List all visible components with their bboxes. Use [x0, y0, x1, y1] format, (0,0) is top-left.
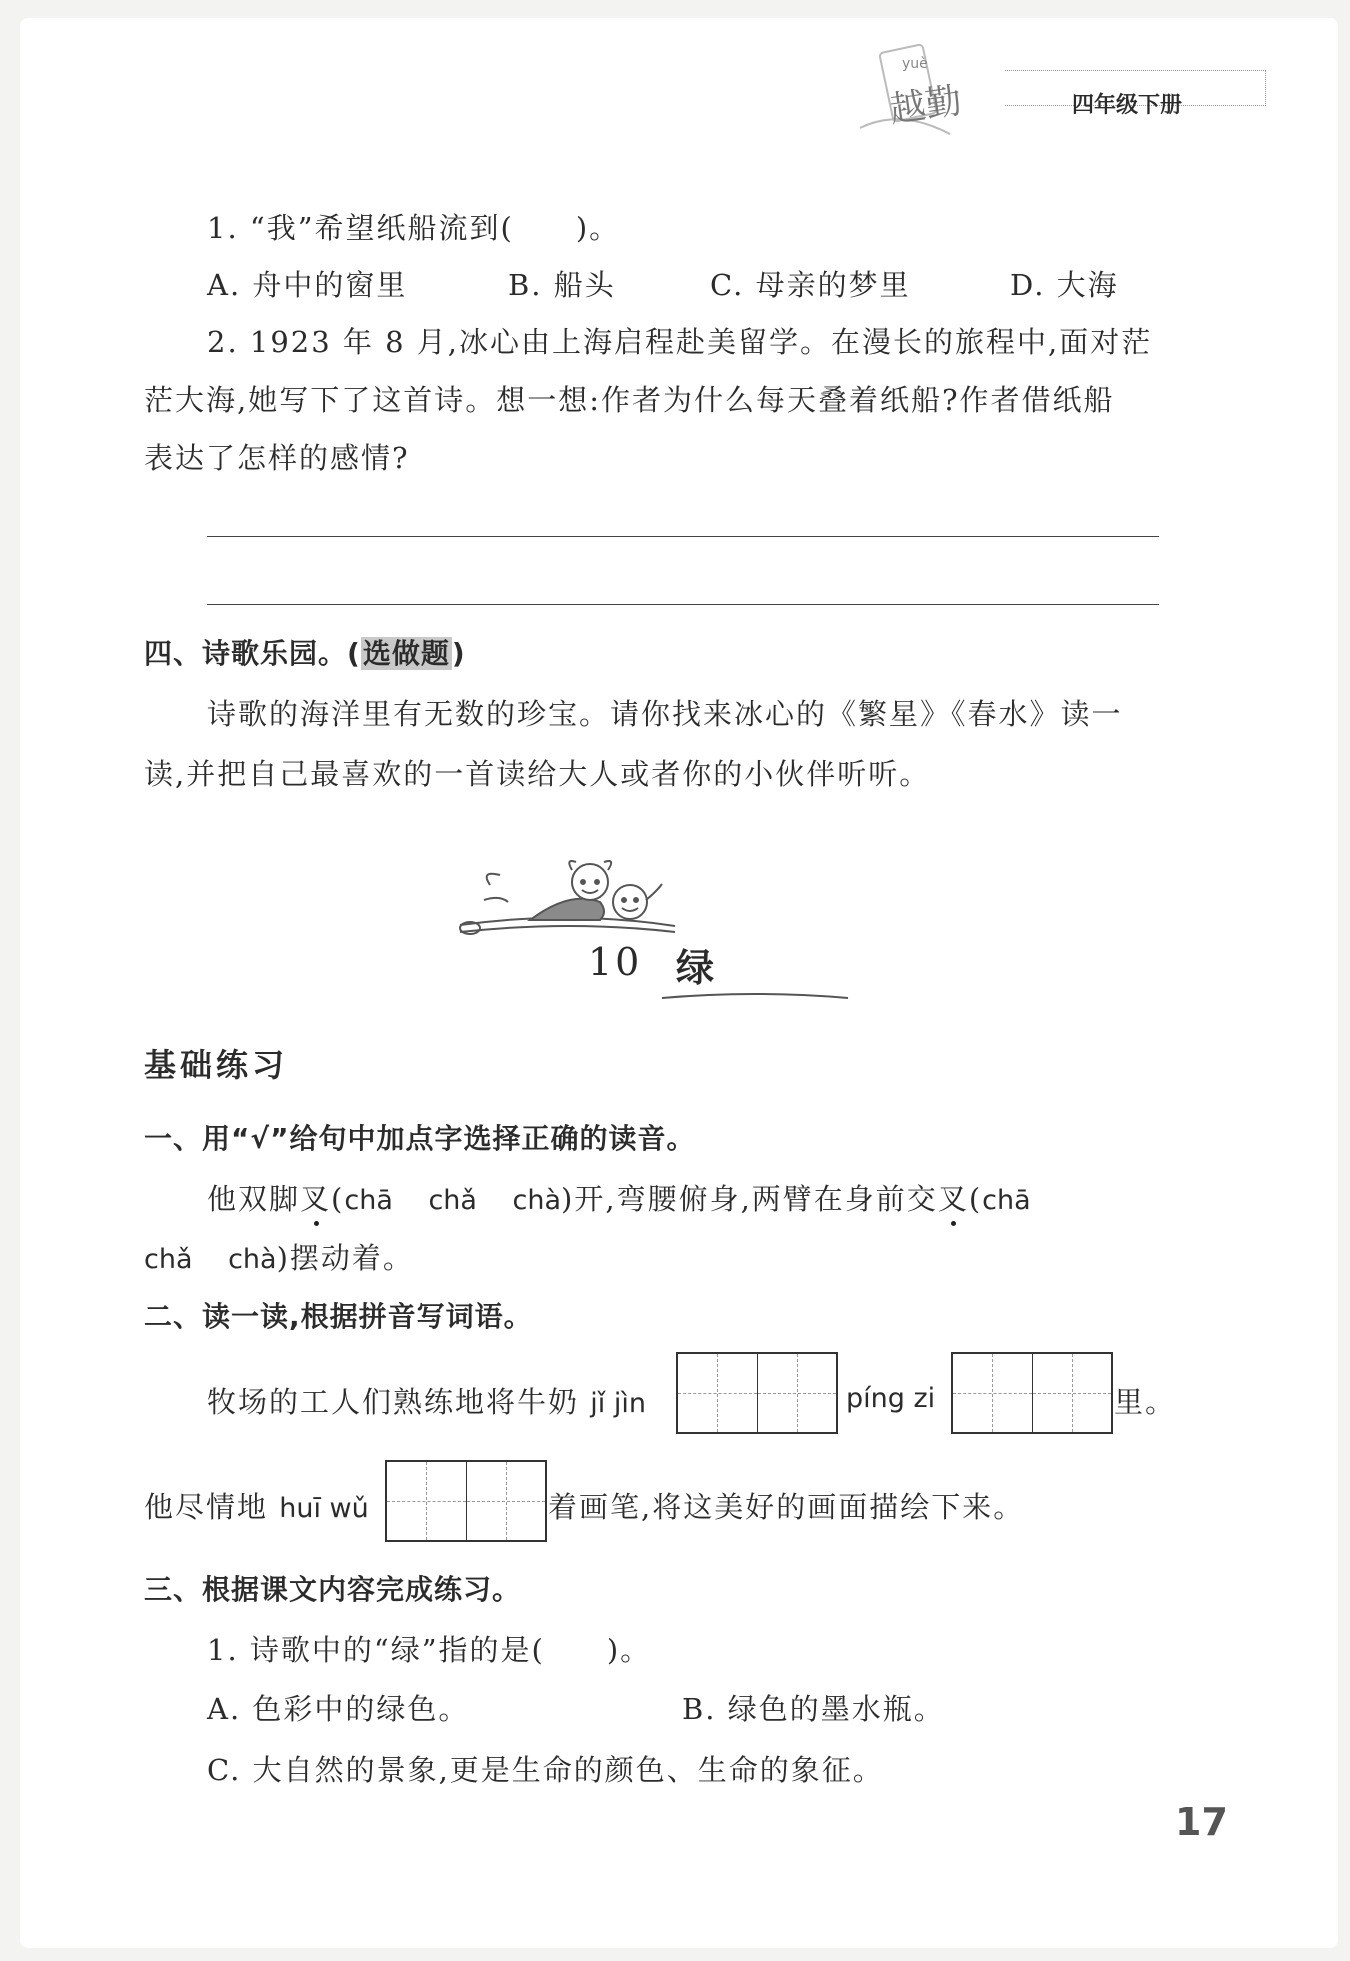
section-1-line-1: 他双脚叉(chā chǎ chà)开,弯腰俯身,两臂在身前交叉(chā — [207, 1177, 1031, 1218]
pinyin-options-2a: chā — [982, 1185, 1031, 1216]
question-2-line-2: 茫大海,她写下了这首诗。想一想:作者为什么每天叠着纸船?作者借纸船 — [144, 383, 1115, 417]
section-4-line-2: 读,并把自己最喜欢的一首读给大人或者你的小伙伴听听。 — [144, 757, 931, 791]
pinyin-options-2b: chǎ chà — [144, 1244, 277, 1275]
logo-pinyin: yuè — [902, 56, 928, 72]
section-3-option-b: B. 绿色的墨水瓶。 — [682, 1692, 945, 1726]
option-a: A. 舟中的窗里 — [207, 268, 408, 302]
section-3-option-c: C. 大自然的景象,更是生命的颜色、生命的象征。 — [207, 1753, 884, 1787]
section-2-line-2a: 他尽情地 huī wǔ — [144, 1490, 369, 1524]
title-underline — [660, 990, 850, 1004]
writing-grid-2[interactable] — [951, 1352, 1113, 1434]
lesson-number: 10 — [588, 940, 643, 984]
grade-label: 四年级下册 — [1072, 93, 1183, 118]
section-2-title: 二、读一读,根据拼音写词语。 — [144, 1300, 533, 1333]
pinyin-huiwu: huī wǔ — [279, 1493, 369, 1524]
section-3-option-a: A. 色彩中的绿色。 — [207, 1692, 470, 1726]
publisher-logo — [840, 38, 1010, 148]
option-c: C. 母亲的梦里 — [710, 268, 911, 302]
section-1-line-2: chǎ chà)摆动着。 — [144, 1241, 414, 1275]
pinyin-options-1: chā chǎ chà — [344, 1185, 562, 1216]
dotted-char-2: 叉 — [938, 1177, 969, 1218]
optional-tag: 选做题 — [362, 637, 450, 670]
writing-grid-3[interactable] — [385, 1460, 547, 1542]
option-d: D. 大海 — [1010, 268, 1119, 302]
section-3-title: 三、根据课文内容完成练习。 — [144, 1573, 522, 1606]
section-4-title: 四、诗歌乐园。(选做题) — [144, 637, 466, 670]
section-2-line-1a: 牧场的工人们熟练地将牛奶 jǐ jìn — [207, 1385, 646, 1419]
question-2-line-3: 表达了怎样的感情? — [144, 441, 410, 475]
question-1: 1. “我”希望纸船流到( )。 — [207, 211, 621, 245]
pinyin-jijin: jǐ jìn — [590, 1388, 646, 1419]
pinyin-pingzi: píng zi — [846, 1383, 936, 1414]
section-4-line-1: 诗歌的海洋里有无数的珍宝。请你找来冰心的《繁星》《春水》读一 — [207, 697, 1123, 731]
answer-line-1 — [207, 536, 1159, 537]
section-2-line-2b: 着画笔,将这美好的画面描绘下来。 — [548, 1490, 1025, 1524]
section-3-question-1: 1. 诗歌中的“绿”指的是( )。 — [207, 1633, 652, 1667]
writing-grid-1[interactable] — [676, 1352, 838, 1434]
section-2-line-1b — [846, 1380, 935, 1414]
basic-practice-title: 基础练习 — [144, 1046, 289, 1084]
logo-text: 越勤 — [887, 80, 965, 131]
section-2-line-1-end: 里。 — [1114, 1385, 1177, 1419]
section-1-title: 一、用“√”给句中加点字选择正确的读音。 — [144, 1122, 696, 1155]
answer-line-2 — [207, 604, 1159, 605]
dotted-char-1: 叉 — [300, 1177, 331, 1218]
lesson-title: 绿 — [676, 945, 718, 990]
option-b: B. 船头 — [508, 268, 616, 302]
question-2-line-1: 2. 1923 年 8 月,冰心由上海启程赴美留学。在漫长的旅程中,面对茫 — [207, 325, 1153, 359]
page-number: 17 — [1175, 1800, 1228, 1844]
children-illustration — [450, 840, 690, 950]
